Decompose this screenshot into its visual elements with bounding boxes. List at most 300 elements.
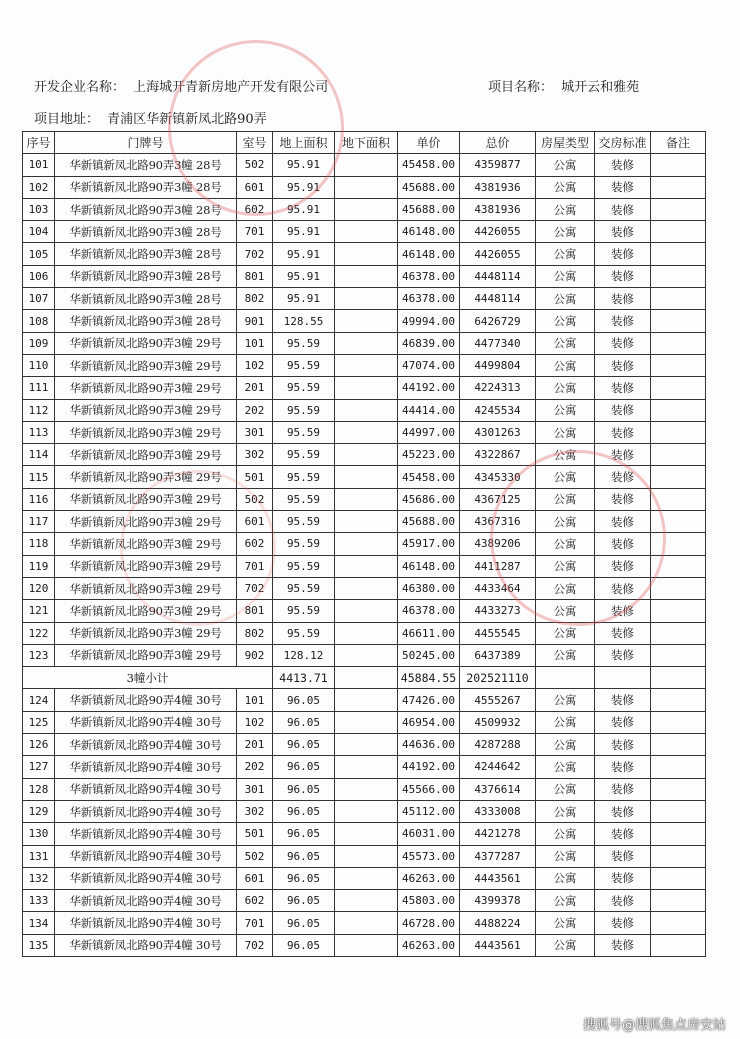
row-index: 107 — [23, 288, 55, 310]
project-line — [488, 76, 643, 95]
row-address: 华新镇新凤北路90弄3幢 28号 — [55, 310, 237, 332]
row-underground — [335, 265, 398, 287]
row-address: 华新镇新凤北路90弄4幢 30号 — [55, 845, 237, 867]
row-area: 96.05 — [273, 756, 335, 778]
row-unit-price: 46954.00 — [398, 711, 460, 733]
row-underground — [335, 689, 398, 711]
row-underground — [335, 756, 398, 778]
row-standard: 装修 — [595, 421, 651, 443]
row-remark — [651, 243, 706, 265]
row-total: 4488224 — [460, 912, 536, 934]
row-type: 公寓 — [536, 622, 595, 644]
row-index: 132 — [23, 867, 55, 889]
table-row — [23, 823, 706, 845]
row-room: 502 — [237, 154, 273, 176]
row-type: 公寓 — [536, 198, 595, 220]
row-standard: 装修 — [595, 511, 651, 533]
row-area: 96.05 — [273, 778, 335, 800]
row-type: 公寓 — [536, 444, 595, 466]
row-unit-price: 45686.00 — [398, 488, 460, 510]
row-total: 6437389 — [460, 644, 536, 666]
row-index: 106 — [23, 265, 55, 287]
table-row — [23, 265, 706, 287]
row-remark — [651, 488, 706, 510]
row-index: 134 — [23, 912, 55, 934]
row-room: 801 — [237, 265, 273, 287]
row-unit-price: 45917.00 — [398, 533, 460, 555]
row-unit-price: 46380.00 — [398, 577, 460, 599]
row-room: 601 — [237, 867, 273, 889]
row-unit-price: 47426.00 — [398, 689, 460, 711]
row-type: 公寓 — [536, 644, 595, 666]
row-unit-price: 45458.00 — [398, 466, 460, 488]
row-total: 4411287 — [460, 555, 536, 577]
row-remark — [651, 421, 706, 443]
row-remark — [651, 332, 706, 354]
row-room: 801 — [237, 600, 273, 622]
row-type: 公寓 — [536, 600, 595, 622]
row-total: 4389206 — [460, 533, 536, 555]
row-index: 124 — [23, 689, 55, 711]
row-address: 华新镇新凤北路90弄3幢 28号 — [55, 265, 237, 287]
row-address: 华新镇新凤北路90弄4幢 30号 — [55, 934, 237, 956]
row-index: 116 — [23, 488, 55, 510]
row-standard: 装修 — [595, 867, 651, 889]
row-remark — [651, 800, 706, 822]
row-remark — [651, 399, 706, 421]
row-index: 135 — [23, 934, 55, 956]
row-unit-price: 46728.00 — [398, 912, 460, 934]
table-row — [23, 845, 706, 867]
row-standard: 装修 — [595, 399, 651, 421]
row-type: 公寓 — [536, 421, 595, 443]
row-standard: 装修 — [595, 332, 651, 354]
row-unit-price: 46378.00 — [398, 288, 460, 310]
row-index: 125 — [23, 711, 55, 733]
row-area: 95.59 — [273, 332, 335, 354]
row-area: 96.05 — [273, 800, 335, 822]
row-underground — [335, 823, 398, 845]
row-index: 117 — [23, 511, 55, 533]
table-row — [23, 867, 706, 889]
row-room: 702 — [237, 577, 273, 599]
row-area: 95.59 — [273, 600, 335, 622]
row-type: 公寓 — [536, 756, 595, 778]
row-underground — [335, 600, 398, 622]
row-index: 133 — [23, 890, 55, 912]
table-row — [23, 711, 706, 733]
col-header-total: 总价 — [460, 132, 536, 154]
row-room: 201 — [237, 734, 273, 756]
row-unit-price: 45573.00 — [398, 845, 460, 867]
row-unit-price: 45566.00 — [398, 778, 460, 800]
row-area: 95.59 — [273, 555, 335, 577]
subtotal-underground — [335, 667, 398, 689]
row-remark — [651, 265, 706, 287]
row-standard: 装修 — [595, 533, 651, 555]
project-label: 项目名称： — [488, 80, 554, 95]
row-address: 华新镇新凤北路90弄4幢 30号 — [55, 778, 237, 800]
table-row — [23, 756, 706, 778]
row-underground — [335, 377, 398, 399]
table-row — [23, 890, 706, 912]
row-total: 4367316 — [460, 511, 536, 533]
row-standard: 装修 — [595, 466, 651, 488]
row-unit-price: 45688.00 — [398, 198, 460, 220]
row-unit-price: 44414.00 — [398, 399, 460, 421]
row-type: 公寓 — [536, 845, 595, 867]
row-total: 4245534 — [460, 399, 536, 421]
row-area: 96.05 — [273, 823, 335, 845]
row-type: 公寓 — [536, 555, 595, 577]
row-area: 128.12 — [273, 644, 335, 666]
row-total: 4381936 — [460, 176, 536, 198]
table-row — [23, 154, 706, 176]
row-remark — [651, 354, 706, 376]
row-address: 华新镇新凤北路90弄3幢 29号 — [55, 577, 237, 599]
row-unit-price: 44192.00 — [398, 756, 460, 778]
row-address: 华新镇新凤北路90弄4幢 30号 — [55, 890, 237, 912]
row-remark — [651, 310, 706, 332]
row-standard: 装修 — [595, 800, 651, 822]
row-underground — [335, 399, 398, 421]
subtotal-empty — [536, 667, 595, 689]
row-room: 802 — [237, 622, 273, 644]
row-area: 95.59 — [273, 444, 335, 466]
row-remark — [651, 912, 706, 934]
row-unit-price: 47074.00 — [398, 354, 460, 376]
row-room: 701 — [237, 912, 273, 934]
col-header-address: 门牌号 — [55, 132, 237, 154]
row-unit-price: 44997.00 — [398, 421, 460, 443]
row-type: 公寓 — [536, 466, 595, 488]
row-remark — [651, 622, 706, 644]
row-index: 103 — [23, 198, 55, 220]
row-total: 6426729 — [460, 310, 536, 332]
row-room: 602 — [237, 890, 273, 912]
row-remark — [651, 377, 706, 399]
row-underground — [335, 533, 398, 555]
row-underground — [335, 890, 398, 912]
row-underground — [335, 466, 398, 488]
row-remark — [651, 644, 706, 666]
row-remark — [651, 778, 706, 800]
row-remark — [651, 689, 706, 711]
row-room: 302 — [237, 444, 273, 466]
row-address: 华新镇新凤北路90弄3幢 29号 — [55, 644, 237, 666]
row-address: 华新镇新凤北路90弄3幢 29号 — [55, 555, 237, 577]
col-header-type: 房屋类型 — [536, 132, 595, 154]
row-standard: 装修 — [595, 176, 651, 198]
row-remark — [651, 890, 706, 912]
table-row — [23, 600, 706, 622]
table-row — [23, 778, 706, 800]
row-underground — [335, 511, 398, 533]
row-area: 95.91 — [273, 198, 335, 220]
row-type: 公寓 — [536, 577, 595, 599]
row-underground — [335, 912, 398, 934]
row-underground — [335, 444, 398, 466]
row-area: 95.59 — [273, 377, 335, 399]
row-total: 4244642 — [460, 756, 536, 778]
row-type: 公寓 — [536, 912, 595, 934]
row-unit-price: 50245.00 — [398, 644, 460, 666]
row-type: 公寓 — [536, 399, 595, 421]
row-index: 121 — [23, 600, 55, 622]
row-total: 4426055 — [460, 221, 536, 243]
table-row — [23, 288, 706, 310]
address-line — [34, 108, 271, 127]
row-room: 902 — [237, 644, 273, 666]
row-area: 96.05 — [273, 912, 335, 934]
row-index: 122 — [23, 622, 55, 644]
row-room: 301 — [237, 778, 273, 800]
row-underground — [335, 154, 398, 176]
row-room: 202 — [237, 399, 273, 421]
row-underground — [335, 354, 398, 376]
row-remark — [651, 444, 706, 466]
row-type: 公寓 — [536, 890, 595, 912]
row-room: 702 — [237, 934, 273, 956]
table-row — [23, 577, 706, 599]
row-type: 公寓 — [536, 354, 595, 376]
row-standard: 装修 — [595, 310, 651, 332]
subtotal-label: 3幢小计 — [23, 667, 273, 689]
row-standard: 装修 — [595, 354, 651, 376]
row-area: 96.05 — [273, 867, 335, 889]
row-address: 华新镇新凤北路90弄3幢 29号 — [55, 354, 237, 376]
row-unit-price: 44636.00 — [398, 734, 460, 756]
row-underground — [335, 198, 398, 220]
row-remark — [651, 756, 706, 778]
row-room: 102 — [237, 354, 273, 376]
row-area: 95.91 — [273, 176, 335, 198]
table-row — [23, 354, 706, 376]
row-room: 602 — [237, 198, 273, 220]
col-header-standard: 交房标准 — [595, 132, 651, 154]
row-total: 4455545 — [460, 622, 536, 644]
row-type: 公寓 — [536, 711, 595, 733]
address-value: 青浦区华新镇新凤北路90弄 — [107, 112, 267, 127]
row-room: 601 — [237, 511, 273, 533]
row-area: 95.91 — [273, 288, 335, 310]
row-area: 95.59 — [273, 511, 335, 533]
col-header-room: 室号 — [237, 132, 273, 154]
row-area: 95.91 — [273, 221, 335, 243]
row-unit-price: 46378.00 — [398, 265, 460, 287]
row-remark — [651, 555, 706, 577]
row-type: 公寓 — [536, 332, 595, 354]
row-standard: 装修 — [595, 198, 651, 220]
row-underground — [335, 934, 398, 956]
subtotal-total: 202521110 — [460, 667, 536, 689]
row-index: 108 — [23, 310, 55, 332]
row-index: 113 — [23, 421, 55, 443]
row-total: 4359877 — [460, 154, 536, 176]
row-area: 95.59 — [273, 421, 335, 443]
price-list-table — [22, 131, 706, 957]
row-unit-price: 45688.00 — [398, 176, 460, 198]
row-area: 95.59 — [273, 622, 335, 644]
row-address: 华新镇新凤北路90弄4幢 30号 — [55, 711, 237, 733]
col-header-area: 地上面积 — [273, 132, 335, 154]
row-unit-price: 46148.00 — [398, 555, 460, 577]
row-underground — [335, 734, 398, 756]
table-row — [23, 644, 706, 666]
row-underground — [335, 577, 398, 599]
row-standard: 装修 — [595, 577, 651, 599]
table-row — [23, 399, 706, 421]
row-total: 4433273 — [460, 600, 536, 622]
row-underground — [335, 644, 398, 666]
row-type: 公寓 — [536, 533, 595, 555]
row-unit-price: 46263.00 — [398, 934, 460, 956]
source-watermark: 搜狐号@搜狐焦点房安站 — [582, 1018, 726, 1033]
row-remark — [651, 511, 706, 533]
row-unit-price: 46611.00 — [398, 622, 460, 644]
row-type: 公寓 — [536, 243, 595, 265]
row-unit-price: 49994.00 — [398, 310, 460, 332]
table-row — [23, 555, 706, 577]
row-underground — [335, 622, 398, 644]
col-header-remark: 备注 — [651, 132, 706, 154]
row-address: 华新镇新凤北路90弄3幢 28号 — [55, 243, 237, 265]
row-address: 华新镇新凤北路90弄4幢 30号 — [55, 800, 237, 822]
row-underground — [335, 711, 398, 733]
row-total: 4381936 — [460, 198, 536, 220]
col-header-unit-price: 单价 — [398, 132, 460, 154]
row-unit-price: 46148.00 — [398, 243, 460, 265]
subtotal-empty — [595, 667, 651, 689]
row-type: 公寓 — [536, 823, 595, 845]
row-total: 4377287 — [460, 845, 536, 867]
row-remark — [651, 533, 706, 555]
row-room: 901 — [237, 310, 273, 332]
row-index: 129 — [23, 800, 55, 822]
row-area: 95.59 — [273, 399, 335, 421]
row-standard: 装修 — [595, 288, 651, 310]
row-index: 115 — [23, 466, 55, 488]
table-row — [23, 734, 706, 756]
row-total: 4333008 — [460, 800, 536, 822]
row-unit-price: 46839.00 — [398, 332, 460, 354]
row-unit-price: 45458.00 — [398, 154, 460, 176]
row-index: 105 — [23, 243, 55, 265]
row-type: 公寓 — [536, 310, 595, 332]
row-total: 4322867 — [460, 444, 536, 466]
row-type: 公寓 — [536, 377, 595, 399]
row-room: 501 — [237, 823, 273, 845]
row-address: 华新镇新凤北路90弄3幢 29号 — [55, 488, 237, 510]
row-index: 119 — [23, 555, 55, 577]
subtotal-area: 4413.71 — [273, 667, 335, 689]
row-room: 501 — [237, 466, 273, 488]
row-unit-price: 46148.00 — [398, 221, 460, 243]
row-underground — [335, 555, 398, 577]
row-standard: 装修 — [595, 154, 651, 176]
row-standard: 装修 — [595, 644, 651, 666]
table-row — [23, 622, 706, 644]
row-type: 公寓 — [536, 265, 595, 287]
row-room: 502 — [237, 845, 273, 867]
row-standard: 装修 — [595, 377, 651, 399]
row-room: 102 — [237, 711, 273, 733]
row-unit-price: 45688.00 — [398, 511, 460, 533]
row-area: 96.05 — [273, 934, 335, 956]
row-type: 公寓 — [536, 511, 595, 533]
row-unit-price: 46263.00 — [398, 867, 460, 889]
row-room: 701 — [237, 555, 273, 577]
row-total: 4399378 — [460, 890, 536, 912]
row-total: 4345330 — [460, 466, 536, 488]
row-remark — [651, 176, 706, 198]
row-room: 202 — [237, 756, 273, 778]
row-room: 802 — [237, 288, 273, 310]
row-unit-price: 46378.00 — [398, 600, 460, 622]
row-type: 公寓 — [536, 176, 595, 198]
row-area: 128.55 — [273, 310, 335, 332]
row-index: 110 — [23, 354, 55, 376]
row-area: 96.05 — [273, 890, 335, 912]
row-type: 公寓 — [536, 778, 595, 800]
table-row — [23, 444, 706, 466]
row-address: 华新镇新凤北路90弄3幢 29号 — [55, 421, 237, 443]
row-area: 95.91 — [273, 243, 335, 265]
row-index: 123 — [23, 644, 55, 666]
row-room: 701 — [237, 221, 273, 243]
row-area: 95.59 — [273, 466, 335, 488]
row-address: 华新镇新凤北路90弄3幢 28号 — [55, 198, 237, 220]
row-unit-price: 45223.00 — [398, 444, 460, 466]
table-row — [23, 198, 706, 220]
table-row — [23, 310, 706, 332]
row-standard: 装修 — [595, 689, 651, 711]
subtotal-empty — [651, 667, 706, 689]
row-standard: 装修 — [595, 778, 651, 800]
table-row — [23, 488, 706, 510]
row-address: 华新镇新凤北路90弄3幢 29号 — [55, 332, 237, 354]
row-total: 4443561 — [460, 934, 536, 956]
row-remark — [651, 466, 706, 488]
table-row — [23, 533, 706, 555]
row-remark — [651, 600, 706, 622]
row-area: 95.91 — [273, 154, 335, 176]
subtotal-unit-price: 45884.55 — [398, 667, 460, 689]
row-address: 华新镇新凤北路90弄3幢 29号 — [55, 377, 237, 399]
row-area: 95.59 — [273, 354, 335, 376]
row-remark — [651, 734, 706, 756]
row-type: 公寓 — [536, 689, 595, 711]
row-type: 公寓 — [536, 288, 595, 310]
row-underground — [335, 243, 398, 265]
row-room: 602 — [237, 533, 273, 555]
row-underground — [335, 221, 398, 243]
row-area: 96.05 — [273, 689, 335, 711]
row-standard: 装修 — [595, 622, 651, 644]
row-total: 4443561 — [460, 867, 536, 889]
row-type: 公寓 — [536, 221, 595, 243]
subtotal-row — [23, 667, 706, 689]
table-row — [23, 221, 706, 243]
row-address: 华新镇新凤北路90弄3幢 28号 — [55, 154, 237, 176]
developer-value: 上海城开青新房地产开发有限公司 — [133, 80, 329, 95]
row-room: 601 — [237, 176, 273, 198]
row-total: 4426055 — [460, 243, 536, 265]
row-index: 118 — [23, 533, 55, 555]
row-standard: 装修 — [595, 600, 651, 622]
row-index: 128 — [23, 778, 55, 800]
row-total: 4448114 — [460, 288, 536, 310]
